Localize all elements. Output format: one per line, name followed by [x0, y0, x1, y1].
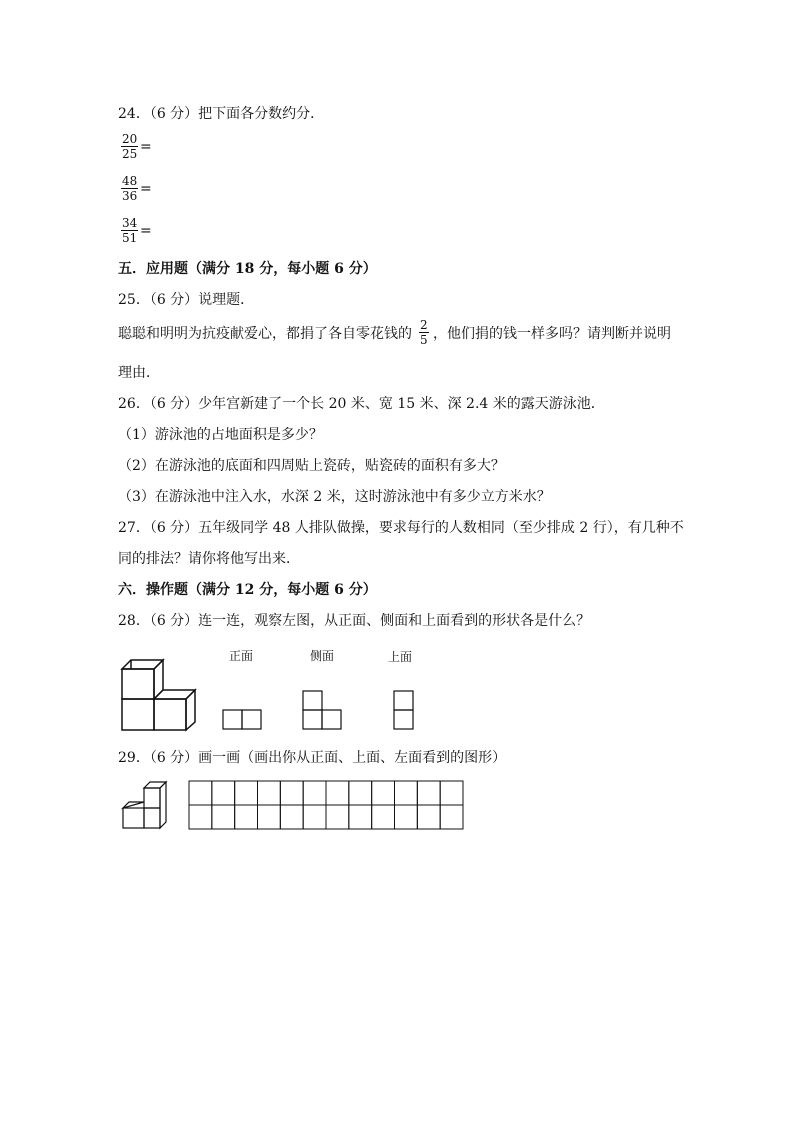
equals-sign: =: [140, 223, 152, 239]
fraction-numerator: 48: [122, 174, 138, 188]
fraction-denominator: 5: [420, 333, 428, 347]
view-shape-side: [302, 690, 344, 732]
cube-stack-figure-29: [120, 780, 170, 830]
grid-cell: [280, 781, 303, 805]
q24-fraction-3: [121, 216, 138, 245]
grid-cell: [235, 781, 258, 805]
view-label-front: 正面: [229, 649, 254, 663]
q26-part-2: （2）在游泳池的底面和四周贴上瓷砖，贴瓷砖的面积有多大？: [118, 458, 505, 474]
grid-cell: [326, 805, 349, 829]
grid-cell: [303, 781, 326, 805]
grid-cell: [395, 781, 418, 805]
grid-cell: [372, 805, 395, 829]
grid-cell: [440, 805, 463, 829]
q24-fraction-2: [121, 174, 138, 203]
cube-stack-figure-28: [118, 655, 198, 733]
grid-cell: [212, 781, 235, 805]
drawing-grid: [188, 780, 464, 830]
grid-cell: [189, 805, 212, 829]
fraction-denominator: 36: [122, 189, 138, 203]
grid-cell: [235, 805, 258, 829]
q28-header: 28．（6 分）连一连，观察左图，从正面、侧面和上面看到的形状各是什么？: [118, 613, 591, 629]
q29-header: 29．（6 分）画一画（画出你从正面、上面、左面看到的图形）: [118, 750, 507, 766]
fraction-numerator: 34: [122, 216, 138, 230]
view-label-top: 上面: [388, 650, 413, 664]
equals-sign: =: [140, 181, 152, 197]
section-6-title: 六．操作题（满分 12 分，每小题 6 分）: [118, 582, 377, 598]
fraction-denominator: 51: [122, 231, 138, 245]
q25-text-line2: 理由．: [118, 365, 160, 381]
q27-line-1: 27．（6 分）五年级同学 48 人排队做操，要求每行的人数相同（至少排成 2 行），有几种不: [118, 520, 684, 536]
equals-sign: =: [140, 139, 152, 155]
grid-cell: [303, 805, 326, 829]
grid-cell: [372, 781, 395, 805]
q25-header: 25．（6 分）说理题．: [118, 292, 255, 308]
q26-header: 26．（6 分）少年宫新建了一个长 20 米、宽 15 米、深 2.4 米的露天游泳池．: [118, 396, 605, 412]
q25-fraction: [419, 318, 429, 347]
q26-part-1: （1）游泳池的占地面积是多少？: [118, 427, 323, 443]
grid-cell: [440, 781, 463, 805]
grid-cell: [280, 805, 303, 829]
grid-cell: [349, 781, 372, 805]
fraction-numerator: 20: [122, 132, 138, 146]
q25-text-after: ，他们捐的钱一样多吗？请判断并说明: [433, 326, 671, 342]
fraction-numerator: 2: [420, 318, 428, 332]
grid-cell: [417, 781, 440, 805]
grid-cell: [417, 805, 440, 829]
fraction-denominator: 25: [122, 147, 138, 161]
q24-fraction-1: [121, 132, 138, 161]
grid-cell: [258, 781, 281, 805]
grid-cell: [189, 781, 212, 805]
view-shape-top: [393, 690, 415, 732]
view-label-side: 侧面: [310, 649, 335, 663]
q24-header: 24．（6 分）把下面各分数约分．: [118, 106, 325, 122]
section-5-title: 五．应用题（满分 18 分，每小题 6 分）: [118, 261, 377, 277]
grid-cell: [395, 805, 418, 829]
grid-cell: [326, 781, 349, 805]
grid-cell: [212, 805, 235, 829]
view-shape-front: [222, 709, 264, 731]
q26-part-3: （3）在游泳池中注入水，水深 2 米，这时游泳池中有多少立方米水？: [118, 489, 551, 505]
grid-cell: [258, 805, 281, 829]
q25-text-before: 聪聪和明明为抗疫献爱心，都捐了各自零花钱的: [118, 326, 412, 342]
q27-line-2: 同的排法？请你将他写出来．: [118, 551, 300, 567]
grid-cell: [349, 805, 372, 829]
